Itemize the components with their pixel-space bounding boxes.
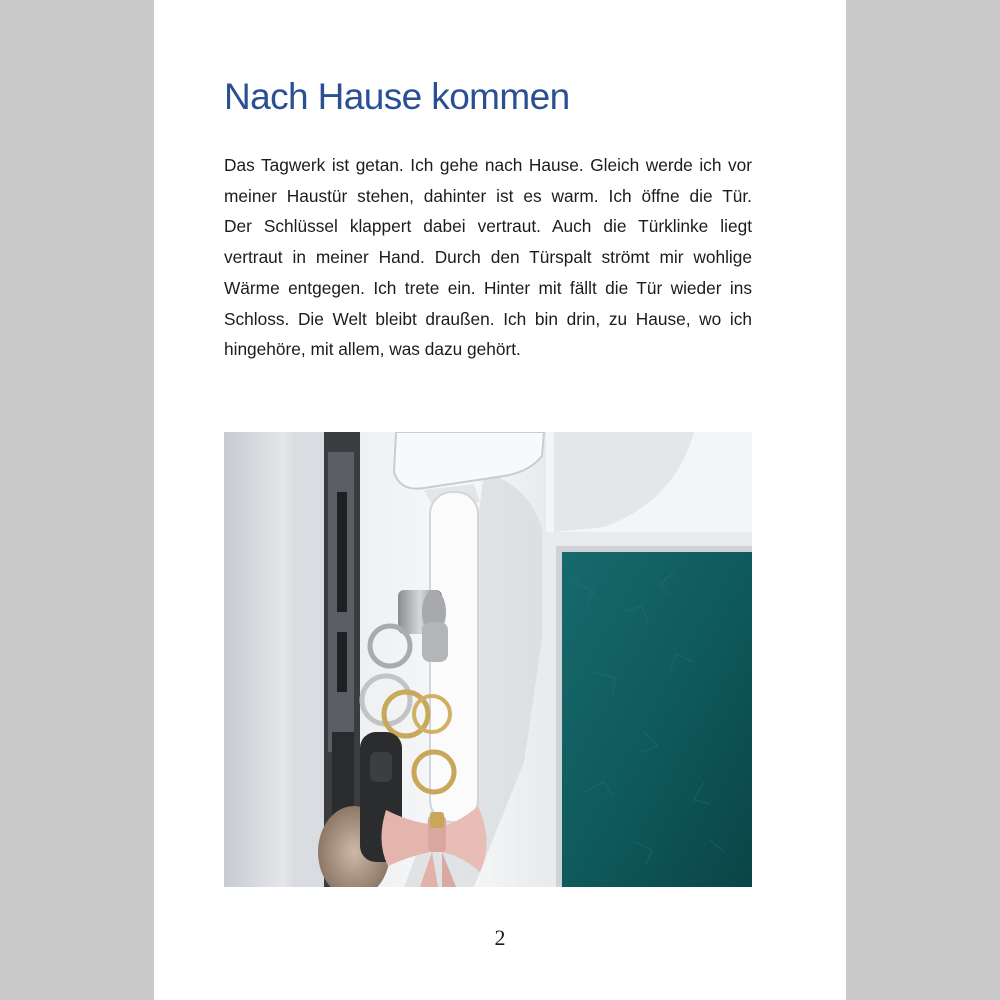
door-key-photo [224, 432, 752, 887]
paragraph-line: Wärme entgegen. Ich trete ein. Hinter mit fällt die Tür wieder ins [224, 277, 752, 298]
paragraph-line: Der Schlüssel klappert dabei vertraut. Auch die Türklinke liegt [224, 216, 752, 237]
paragraph-line: Das Tagwerk ist getan. Ich gehe nach Hause. Gleich werde ich vor [224, 155, 752, 175]
paragraph-line: Schloss. Die Welt bleibt draußen. Ich bin drin, zu Hause, wo ich [224, 308, 752, 329]
paragraph-line: meiner Haustür stehen, dahinter ist es warm. Ich öffne die Tür. [224, 185, 752, 206]
paragraph-line: hingehöre, mit allem, was dazu gehört. [224, 339, 521, 360]
page-number: 2 [494, 925, 506, 950]
book-page [154, 0, 846, 1000]
body-paragraph [224, 150, 752, 365]
page-title: Nach Hause kommen [224, 76, 570, 117]
paragraph-line: vertraut in meiner Hand. Durch den Türspalt strömt mir wohlige [224, 247, 752, 268]
